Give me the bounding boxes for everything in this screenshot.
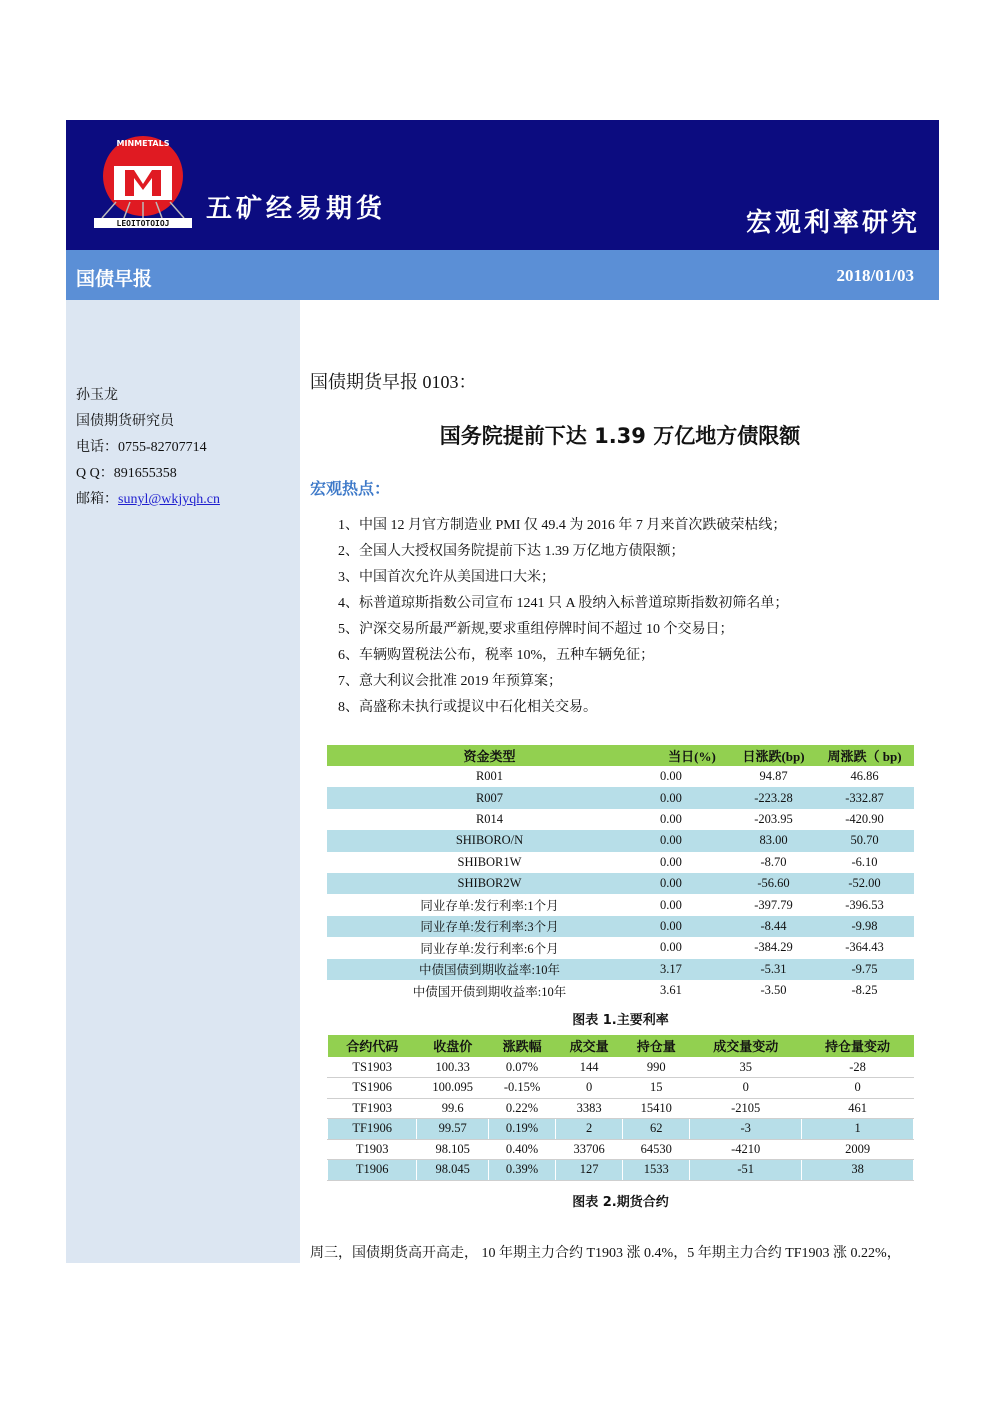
table-row bbox=[327, 766, 914, 787]
author-phone: 电话：0755-82707714 bbox=[76, 440, 207, 455]
table-cell: -332.87 bbox=[815, 787, 914, 808]
table-cell: 同业存单:发行利率:6个月 bbox=[420, 941, 559, 956]
futures-table bbox=[327, 1035, 914, 1181]
table-cell: SHIBOR2W bbox=[327, 873, 652, 894]
table-cell: 127 bbox=[556, 1160, 623, 1181]
table-cell: -8.25 bbox=[851, 983, 878, 998]
table-cell: -203.95 bbox=[754, 811, 793, 826]
table-cell: 3.17 bbox=[652, 959, 732, 980]
table-cell: 同业存单:发行利率:3个月 bbox=[327, 916, 652, 937]
email-link[interactable]: sunyl@wkjyqh.cn bbox=[118, 492, 220, 507]
section-title: 宏观利率研究 bbox=[745, 208, 920, 238]
table-row bbox=[327, 830, 914, 851]
author-email-row bbox=[76, 487, 220, 513]
col-header: 持仓量变动 bbox=[802, 1035, 914, 1057]
author-block bbox=[76, 383, 220, 513]
table-cell: 同业存单:发行利率:1个月 bbox=[420, 899, 559, 914]
table-cell: -9.75 bbox=[815, 959, 914, 980]
table-cell: T1903 bbox=[328, 1139, 417, 1160]
table-cell: 0 bbox=[690, 1078, 802, 1099]
table-cell: 中债国开债到期收益率:10年 bbox=[412, 984, 567, 999]
table-cell: 0.00 bbox=[660, 854, 682, 869]
table-cell: -9.98 bbox=[815, 916, 914, 937]
table-cell: SHIBORO/N bbox=[327, 830, 652, 851]
table-cell: -52.00 bbox=[815, 873, 914, 894]
table-cell: 0.40% bbox=[489, 1139, 556, 1160]
table-cell: -420.90 bbox=[845, 811, 884, 826]
table-cell: 0.22% bbox=[489, 1098, 556, 1119]
col-header: 持仓量 bbox=[623, 1035, 690, 1057]
headline: 国务院提前下达 1.39 万亿地方债限额 bbox=[439, 424, 801, 448]
table-cell: 98.105 bbox=[417, 1139, 489, 1160]
col-header: 成交量 bbox=[556, 1035, 623, 1057]
table-cell: -51 bbox=[690, 1160, 802, 1181]
table-cell: 15410 bbox=[623, 1098, 690, 1119]
svg-text:MINMETALS: MINMETALS bbox=[116, 139, 170, 148]
report-type-bar bbox=[66, 250, 939, 300]
minmetals-logo bbox=[92, 132, 194, 228]
author-title: 国债期货研究员 bbox=[76, 414, 174, 429]
table-cell: 99.6 bbox=[417, 1098, 489, 1119]
table-cell: 1533 bbox=[623, 1160, 690, 1181]
author-qq: Q Q：891655358 bbox=[76, 466, 177, 481]
rates-table bbox=[327, 745, 914, 1001]
table-cell: 0.00 bbox=[652, 787, 732, 808]
table-cell: R001 bbox=[475, 769, 504, 784]
table-row bbox=[328, 1119, 914, 1140]
table-row bbox=[327, 852, 914, 873]
macro-hot-label: 宏观热点： bbox=[310, 479, 391, 498]
table-cell: 144 bbox=[556, 1057, 623, 1078]
table-cell: 0.00 bbox=[660, 940, 682, 955]
table-cell: SHIBOR1W bbox=[457, 854, 522, 869]
table-cell: 2009 bbox=[802, 1139, 914, 1160]
table-header-row bbox=[328, 1035, 914, 1057]
table-cell: -4210 bbox=[690, 1139, 802, 1160]
table-cell: 461 bbox=[802, 1098, 914, 1119]
author-name: 孙玉龙 bbox=[76, 388, 118, 403]
rates-caption: 图表 1.主要利率 bbox=[572, 1013, 669, 1028]
col-header: 收盘价 bbox=[417, 1035, 489, 1057]
table-row bbox=[327, 937, 914, 958]
news-list bbox=[338, 513, 938, 721]
table-cell: 99.57 bbox=[417, 1119, 489, 1140]
table-cell: 46.86 bbox=[850, 769, 879, 784]
table-header-row bbox=[327, 745, 914, 766]
table-cell: TS1903 bbox=[328, 1057, 417, 1078]
col-header: 成交量变动 bbox=[690, 1035, 802, 1057]
table-cell: 中债国债到期收益率:10年 bbox=[327, 959, 652, 980]
table-cell: 2 bbox=[556, 1119, 623, 1140]
news-item: 4、标普道琼斯指数公司宣布 1241 只 A 股纳入标普道琼斯指数初筛名单； bbox=[338, 596, 789, 611]
news-item: 6、车辆购置税法公布，税率 10%，五种车辆免征； bbox=[338, 648, 655, 663]
table-cell: R014 bbox=[475, 811, 504, 826]
table-cell: -2105 bbox=[690, 1098, 802, 1119]
summary-paragraph: 周三，国债期货高开高走， 10 年期主力合约 T1903 涨 0.4%，5 年期主力合约 TF1903 涨 0.22%， bbox=[310, 1246, 901, 1261]
table-cell: -6.10 bbox=[851, 854, 878, 869]
table-cell: 0 bbox=[802, 1078, 914, 1099]
table-cell: T1906 bbox=[328, 1160, 417, 1181]
report-date: 2018/01/03 bbox=[836, 266, 914, 285]
brand-name: 五矿经易期货 bbox=[206, 194, 387, 224]
table-cell: -3 bbox=[690, 1119, 802, 1140]
table-row bbox=[327, 980, 914, 1001]
table-row bbox=[328, 1078, 914, 1099]
table-cell: 0.00 bbox=[660, 811, 682, 826]
table-cell: 62 bbox=[623, 1119, 690, 1140]
table-row bbox=[327, 959, 914, 980]
table-cell: -3.50 bbox=[760, 983, 787, 998]
table-row bbox=[328, 1057, 914, 1078]
table-cell: -223.28 bbox=[732, 787, 815, 808]
table-cell: -397.79 bbox=[754, 897, 793, 912]
news-item: 7、意大利议会批准 2019 年预算案； bbox=[338, 674, 562, 689]
table-cell: R007 bbox=[327, 787, 652, 808]
table-row bbox=[327, 787, 914, 808]
futures-caption: 图表 2.期货合约 bbox=[572, 1195, 669, 1210]
table-cell: 3383 bbox=[556, 1098, 623, 1119]
table-cell: -396.53 bbox=[845, 897, 884, 912]
table-cell: -364.43 bbox=[845, 940, 884, 955]
col-header: 合约代码 bbox=[328, 1035, 417, 1057]
table-cell: 0.00 bbox=[652, 830, 732, 851]
news-item: 2、全国人大授权国务院提前下达 1.39 万亿地方债限额； bbox=[338, 544, 685, 559]
news-item: 8、高盛称未执行或提议中石化相关交易。 bbox=[338, 700, 597, 715]
news-item: 5、沪深交易所最严新规,要求重组停牌时间不超过 10 个交易日； bbox=[338, 622, 734, 637]
col-header: 日涨跌(bp) bbox=[732, 745, 815, 766]
col-header: 资金类型 bbox=[327, 745, 652, 766]
table-row bbox=[328, 1139, 914, 1160]
table-cell: 0.00 bbox=[660, 769, 682, 784]
report-type: 国债早报 bbox=[76, 268, 153, 290]
table-cell: TF1906 bbox=[328, 1119, 417, 1140]
table-cell: -8.44 bbox=[732, 916, 815, 937]
table-cell: 38 bbox=[802, 1160, 914, 1181]
table-cell: 0.00 bbox=[652, 873, 732, 894]
news-item: 3、中国首次允许从美国进口大米； bbox=[338, 570, 555, 585]
email-label: 邮箱： bbox=[76, 492, 118, 507]
table-cell: 33706 bbox=[556, 1139, 623, 1160]
table-row bbox=[327, 873, 914, 894]
main-content bbox=[310, 368, 930, 715]
table-row bbox=[327, 916, 914, 937]
table-cell: 1 bbox=[802, 1119, 914, 1140]
table-cell: 0.00 bbox=[652, 916, 732, 937]
table-cell: 0.07% bbox=[489, 1057, 556, 1078]
table-cell: 0.00 bbox=[660, 897, 682, 912]
table-cell: TF1903 bbox=[328, 1098, 417, 1119]
table-cell: 98.045 bbox=[417, 1160, 489, 1181]
table-cell: 0.19% bbox=[489, 1119, 556, 1140]
table-row bbox=[327, 809, 914, 830]
table-cell: 35 bbox=[690, 1057, 802, 1078]
table-cell: -56.60 bbox=[732, 873, 815, 894]
table-cell: -0.15% bbox=[489, 1078, 556, 1099]
table-cell: 3.61 bbox=[660, 983, 682, 998]
table-cell: 94.87 bbox=[759, 769, 788, 784]
table-cell: 100.095 bbox=[417, 1078, 489, 1099]
col-header: 涨跌幅 bbox=[489, 1035, 556, 1057]
table-cell: 0 bbox=[556, 1078, 623, 1099]
col-header: 周涨跌（ bp) bbox=[815, 745, 914, 766]
table-cell: 0.39% bbox=[489, 1160, 556, 1181]
table-cell: -384.29 bbox=[754, 940, 793, 955]
table-cell: 990 bbox=[623, 1057, 690, 1078]
table-cell: TS1906 bbox=[328, 1078, 417, 1099]
news-item: 1、中国 12 月官方制造业 PMI 仅 49.4 为 2016 年 7 月来首次跌破荣枯线； bbox=[338, 518, 787, 533]
table-row bbox=[327, 894, 914, 915]
table-cell: -8.70 bbox=[760, 854, 787, 869]
table-cell: 15 bbox=[623, 1078, 690, 1099]
col-header: 当日(%) bbox=[652, 745, 732, 766]
table-cell: 100.33 bbox=[417, 1057, 489, 1078]
table-cell: 50.70 bbox=[815, 830, 914, 851]
table-row bbox=[328, 1160, 914, 1181]
table-cell: 64530 bbox=[623, 1139, 690, 1160]
daily-title: 国债期货早报 0103： bbox=[310, 372, 477, 392]
table-cell: 83.00 bbox=[732, 830, 815, 851]
svg-text:LEOITOTOIOJ: LEOITOTOIOJ bbox=[116, 219, 170, 228]
table-cell: -28 bbox=[802, 1057, 914, 1078]
table-cell: -5.31 bbox=[732, 959, 815, 980]
table-row bbox=[328, 1098, 914, 1119]
